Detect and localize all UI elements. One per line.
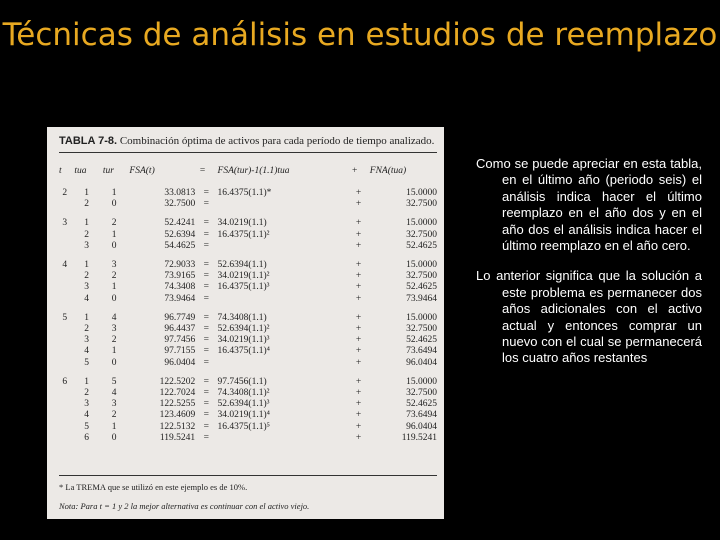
table-cell: 52.4625 <box>406 335 437 346</box>
table-cell: = <box>203 282 210 293</box>
table-cell: 73.9464 <box>164 293 196 304</box>
period-cell <box>57 294 72 305</box>
table-cell: + <box>355 376 362 387</box>
table-cell: + <box>355 240 362 251</box>
table-cell: + <box>355 260 362 271</box>
table-row <box>57 410 439 421</box>
table-cell: 1 <box>84 218 89 229</box>
explanation-paragraph-1: Como se puede apreciar en esta tabla, en el último año (periodo seis) el análisis indica hacer el último reemplazo en el año dos y en el año dos el análisis indica hacer el último reemplazo en el año cero. <box>476 156 702 254</box>
table-cell: 1 <box>111 229 117 240</box>
table-cell: = <box>203 324 210 335</box>
table-cell <box>216 294 350 305</box>
table-cell: + <box>355 335 362 346</box>
table-row <box>57 324 439 335</box>
table-cell: 15.0000 <box>406 188 437 198</box>
period-cell: 6 <box>62 376 68 387</box>
table-cell: 122.5202 <box>159 376 196 387</box>
table-cell: 6 <box>84 432 89 443</box>
table-cell: + <box>355 324 362 335</box>
table-cell: 2 <box>111 218 117 229</box>
table-cell: 5 <box>84 357 89 368</box>
table-cell: 73.9464 <box>406 293 437 304</box>
table-caption-text: Combinación óptima de activos para cada período de tiempo analizado. <box>119 135 435 147</box>
table-cell: 1 <box>111 421 117 432</box>
period-cell: 4 <box>62 260 68 271</box>
table-footnote: * La TREMA que se utilizó en este ejemplo es de 10%. <box>59 482 248 492</box>
table-row <box>57 199 439 210</box>
group-spacer <box>57 369 439 377</box>
table-cell: 1 <box>84 312 89 323</box>
table-cell: 3 <box>111 399 117 410</box>
period-cell <box>57 282 72 293</box>
table-cell: 122.5132 <box>159 421 196 432</box>
table-cell: = <box>203 312 210 323</box>
table-cell: 4 <box>84 410 89 421</box>
table-body <box>57 180 439 444</box>
header-cell: FSA(t) <box>129 166 155 177</box>
table-cell: 74.3408(1.1) <box>217 312 267 323</box>
table-scan-image <box>47 127 444 519</box>
period-cell <box>57 271 72 282</box>
table-cell: + <box>355 388 362 399</box>
table-cell: + <box>355 346 362 357</box>
table-cell: 15.0000 <box>406 312 437 323</box>
table-row <box>57 218 439 229</box>
table-cell: 0 <box>111 432 117 443</box>
table-cell: 96.0404 <box>164 357 196 368</box>
table-cell: 96.0404 <box>406 357 437 368</box>
table-cell: 3 <box>84 282 89 293</box>
table-note: Nota: Para t = 1 y 2 la mejor alternativa es continuar con el activo viejo. <box>59 501 310 511</box>
table-cell: = <box>203 410 210 421</box>
table-cell <box>216 241 350 252</box>
table-cell: + <box>355 271 362 282</box>
table-cell: 16.4375(1.1)² <box>217 229 270 240</box>
table-cell: 119.5241 <box>401 432 437 443</box>
table-cell: 1 <box>111 346 117 357</box>
table-cell: = <box>203 357 210 368</box>
table-cell: + <box>355 312 362 323</box>
header-cell: FSA(tur)-1(1.1)tua <box>217 166 290 177</box>
table-cell: 33.0813 <box>164 188 196 198</box>
table-cell: 97.7155 <box>164 346 196 357</box>
table-cell: + <box>355 399 362 410</box>
table-cell: 32.7500 <box>406 324 437 335</box>
table-row <box>57 399 439 410</box>
table-cell <box>216 358 350 369</box>
table-cell: 1 <box>84 376 89 387</box>
table-cell: 52.6394 <box>164 229 196 240</box>
group-spacer <box>57 252 439 260</box>
table-cell: 16.4375(1.1)⁵ <box>217 421 270 432</box>
table-cell: 54.4625 <box>164 240 196 251</box>
table-top-rule <box>59 152 437 153</box>
table-cell: 16.4375(1.1)* <box>217 188 272 198</box>
period-cell <box>57 433 72 444</box>
table-cell: = <box>203 271 210 282</box>
period-cell <box>57 358 72 369</box>
table-cell: 16.4375(1.1)⁴ <box>217 346 270 357</box>
table-caption <box>59 135 434 147</box>
table-cell <box>216 199 350 210</box>
table-cell: 73.9165 <box>164 271 196 282</box>
table-cell: 119.5241 <box>159 432 196 443</box>
period-cell <box>57 230 72 241</box>
table-cell <box>216 433 350 444</box>
table-cell: 5 <box>111 376 117 387</box>
table-bottom-rule <box>59 475 437 476</box>
table-row <box>57 377 439 388</box>
group-spacer <box>57 305 439 313</box>
table-cell: 34.0219(1.1)⁴ <box>217 410 270 421</box>
table-cell: + <box>355 188 362 198</box>
table-cell: 4 <box>84 293 89 304</box>
table-row <box>57 260 439 271</box>
table-cell: 72.9033 <box>164 260 196 271</box>
table-cell: = <box>203 260 210 271</box>
table-row <box>57 241 439 252</box>
period-cell <box>57 388 72 399</box>
table-cell: 2 <box>111 410 117 421</box>
table-cell: + <box>355 421 362 432</box>
table-cell: 32.7500 <box>406 199 437 210</box>
table-cell: 122.5255 <box>159 399 196 410</box>
table-row <box>57 346 439 357</box>
period-cell <box>57 241 72 252</box>
table-cell: 2 <box>111 271 117 282</box>
header-cell: FNA(tua) <box>369 166 407 177</box>
table-row <box>57 282 439 293</box>
period-cell <box>57 399 72 410</box>
table-caption-label: TABLA 7-8. <box>59 135 118 147</box>
table-cell: = <box>203 399 210 410</box>
table-cell: 123.4609 <box>159 410 196 421</box>
table-cell: = <box>203 293 210 304</box>
table-cell: 0 <box>111 357 117 368</box>
period-cell <box>57 410 72 421</box>
table-cell: 3 <box>111 260 117 271</box>
table-cell: = <box>203 188 210 198</box>
period-cell <box>57 324 72 335</box>
table-row <box>57 294 439 305</box>
table-cell: 96.7749 <box>164 312 196 323</box>
table-cell: 5 <box>84 421 89 432</box>
period-cell: 5 <box>62 312 68 323</box>
table-cell: 52.4625 <box>406 282 437 293</box>
header-cell: tur <box>102 166 114 177</box>
table-cell: 15.0000 <box>406 376 437 387</box>
table-cell: 1 <box>84 188 89 198</box>
table-cell: 2 <box>84 388 89 399</box>
table-cell: 0 <box>111 199 117 210</box>
table-cell: 2 <box>84 271 89 282</box>
table-cell: 96.4437 <box>164 324 196 335</box>
table-cell: 2 <box>111 335 117 346</box>
table-cell: = <box>203 218 210 229</box>
table-cell: 32.7500 <box>406 271 437 282</box>
table-cell: 52.4625 <box>406 399 437 410</box>
table-row <box>57 188 439 199</box>
period-cell: 3 <box>62 218 68 229</box>
period-cell <box>57 335 72 346</box>
table-cell: + <box>355 410 362 421</box>
table-cell: 32.7500 <box>406 229 437 240</box>
table-cell: 32.7500 <box>164 199 196 210</box>
asset-combination-table <box>57 164 439 444</box>
table-cell: 97.7456 <box>164 335 196 346</box>
table-cell: 96.0404 <box>406 421 437 432</box>
table-row <box>57 388 439 399</box>
table-cell: = <box>203 199 210 210</box>
period-cell <box>57 422 72 433</box>
table-cell: 122.7024 <box>159 388 196 399</box>
table-cell: 2 <box>84 324 89 335</box>
table-cell: = <box>203 346 210 357</box>
table-cell: 4 <box>111 312 117 323</box>
table-row <box>57 358 439 369</box>
table-cell: 32.7500 <box>406 388 437 399</box>
table-cell: + <box>355 282 362 293</box>
table-cell: + <box>355 357 362 368</box>
header-cell: t <box>59 166 62 177</box>
table-cell: 73.6494 <box>406 346 437 357</box>
table-cell: 2 <box>84 229 89 240</box>
table-row <box>57 335 439 346</box>
table-cell: = <box>203 376 210 387</box>
header-cell: = <box>199 166 206 177</box>
table-cell: 4 <box>84 346 89 357</box>
table-cell: 3 <box>84 240 89 251</box>
header-cell: + <box>351 166 358 177</box>
table-row <box>57 230 439 241</box>
table-cell: 3 <box>111 324 117 335</box>
table-cell: 74.3408(1.1)² <box>217 388 270 399</box>
table-cell: + <box>355 218 362 229</box>
period-cell: 2 <box>62 188 68 198</box>
table-cell: 1 <box>111 282 117 293</box>
period-cell <box>57 199 72 210</box>
table-cell: 3 <box>84 399 89 410</box>
table-cell: 97.7456(1.1) <box>217 376 267 387</box>
header-cell: tua <box>74 166 87 177</box>
table-header-row <box>57 164 439 180</box>
slide-title: Técnicas de análisis en estudios de reemplazo <box>2 17 718 53</box>
table-cell: 2 <box>84 199 89 210</box>
table-cell: + <box>355 432 362 443</box>
explanation-text <box>476 156 702 381</box>
table-cell: = <box>203 388 210 399</box>
table-cell: 52.4625 <box>406 240 437 251</box>
table-cell: = <box>203 335 210 346</box>
table-cell: 74.3408 <box>164 282 196 293</box>
table-cell: 15.0000 <box>406 260 437 271</box>
table-cell: 73.6494 <box>406 410 437 421</box>
table-cell: = <box>203 421 210 432</box>
table-cell: 52.4241 <box>164 218 196 229</box>
table-cell: + <box>355 293 362 304</box>
table-cell: 1 <box>84 260 89 271</box>
table-cell: 0 <box>111 240 117 251</box>
group-spacer <box>57 180 439 188</box>
table-cell: = <box>203 240 210 251</box>
table-cell: 4 <box>111 388 117 399</box>
table-row <box>57 422 439 433</box>
table-cell: + <box>355 229 362 240</box>
table-cell: = <box>203 432 210 443</box>
table-cell: 1 <box>111 188 117 198</box>
table-cell: 0 <box>111 293 117 304</box>
period-cell <box>57 346 72 357</box>
table-cell: 52.6394(1.1)³ <box>217 399 270 410</box>
table-row <box>57 271 439 282</box>
table-cell: 34.0219(1.1) <box>217 218 267 229</box>
table-cell: 52.6394(1.1)² <box>217 324 270 335</box>
table-cell: + <box>355 199 362 210</box>
table-row <box>57 313 439 324</box>
explanation-paragraph-2: Lo anterior significa que la solución a este problema es permanecer dos años adicionales con el activo actual y entonces comprar un nuevo con el cual se permanecerá los cuatro años restantes <box>476 268 702 366</box>
table-cell: 3 <box>84 335 89 346</box>
table-cell: 16.4375(1.1)³ <box>217 282 270 293</box>
table-cell: 52.6394(1.1) <box>217 260 267 271</box>
table-row <box>57 433 439 444</box>
table-cell: 34.0219(1.1)³ <box>217 335 270 346</box>
table-cell: = <box>203 229 210 240</box>
table-cell: 15.0000 <box>406 218 437 229</box>
table-cell: 34.0219(1.1)² <box>217 271 270 282</box>
